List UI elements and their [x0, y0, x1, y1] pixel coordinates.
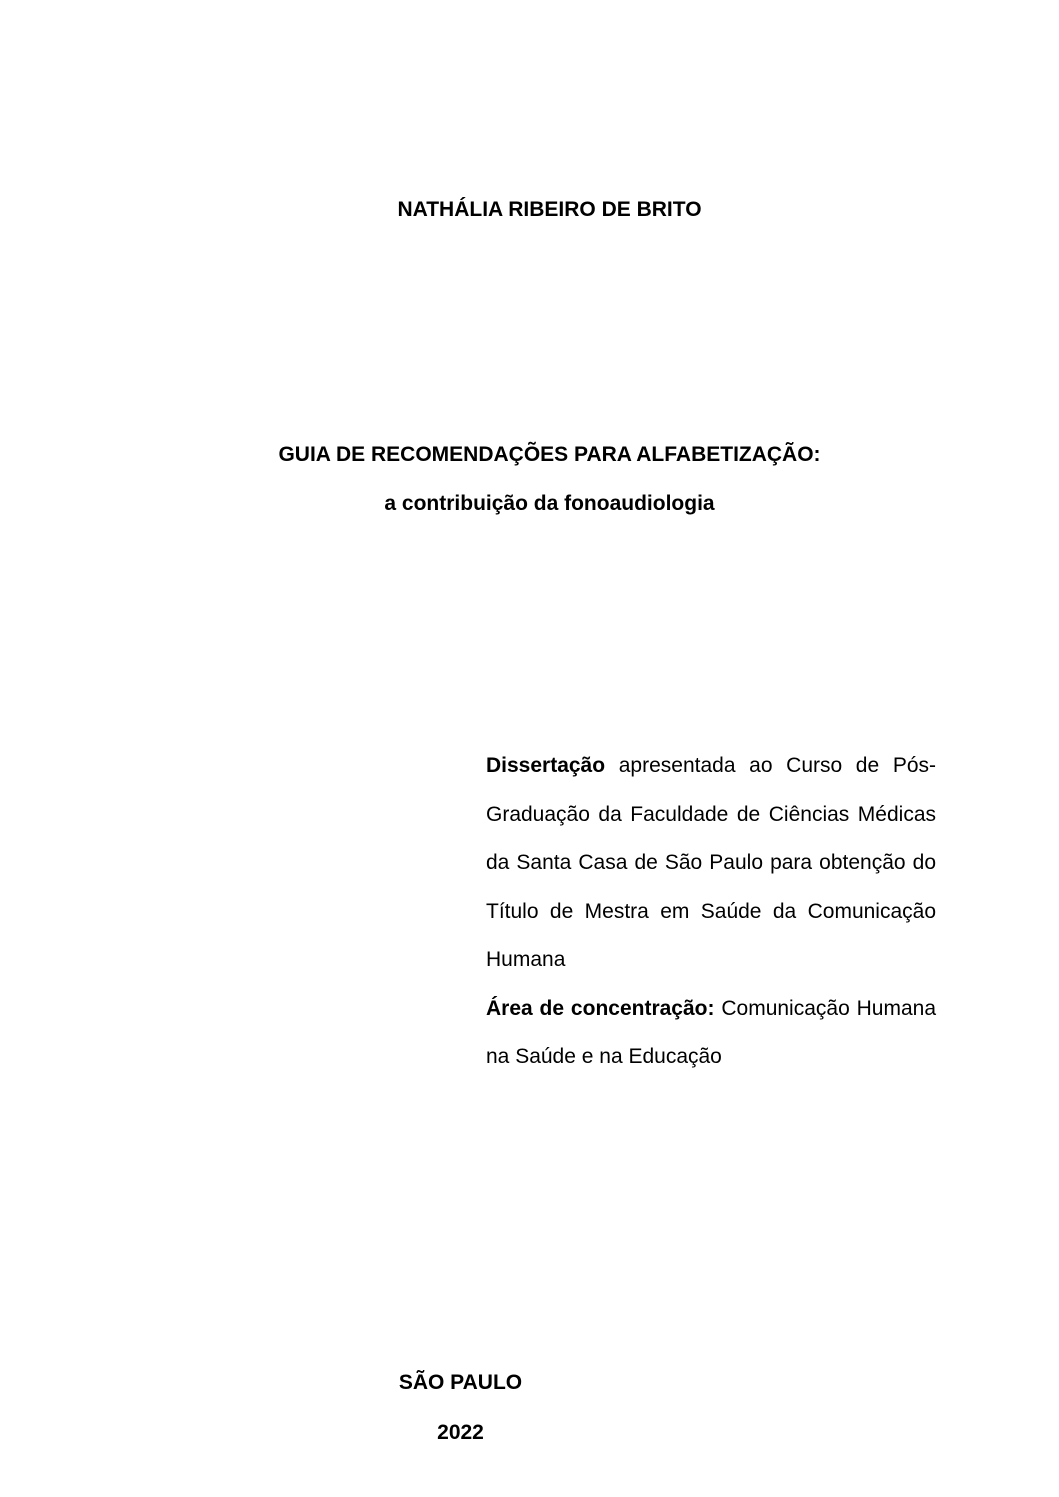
- note-line-2: Graduação da Faculdade de Ciências Médicas: [486, 802, 936, 826]
- note-line-1-text: apresentada ao Curso de Pós-: [618, 754, 936, 777]
- note-line-6: [486, 985, 936, 1034]
- note-line-4: Título de Mestra em Saúde da Comunicação: [486, 899, 936, 923]
- note-line-7: na Saúde e na Educação: [486, 1045, 722, 1068]
- author-name: NATHÁLIA RIBEIRO DE BRITO: [397, 198, 702, 221]
- note-line-3: da Santa Casa de São Paulo para obtenção do: [486, 851, 936, 874]
- area-label: Área de concentração:: [486, 996, 715, 1020]
- note-line-5: Humana: [486, 948, 566, 971]
- dissertation-title: GUIA DE RECOMENDAÇÕES PARA ALFABETIZAÇÃO:: [278, 443, 821, 466]
- area-value: Comunicação Humana: [721, 996, 936, 1020]
- note-line-1: [486, 742, 936, 791]
- year: 2022: [437, 1421, 484, 1444]
- dissertation-subtitle: a contribuição da fonoaudiologia: [384, 492, 715, 515]
- city: SÃO PAULO: [398, 1371, 523, 1394]
- dissertation-label: Dissertação: [486, 754, 606, 777]
- dissertation-note: [486, 742, 936, 1082]
